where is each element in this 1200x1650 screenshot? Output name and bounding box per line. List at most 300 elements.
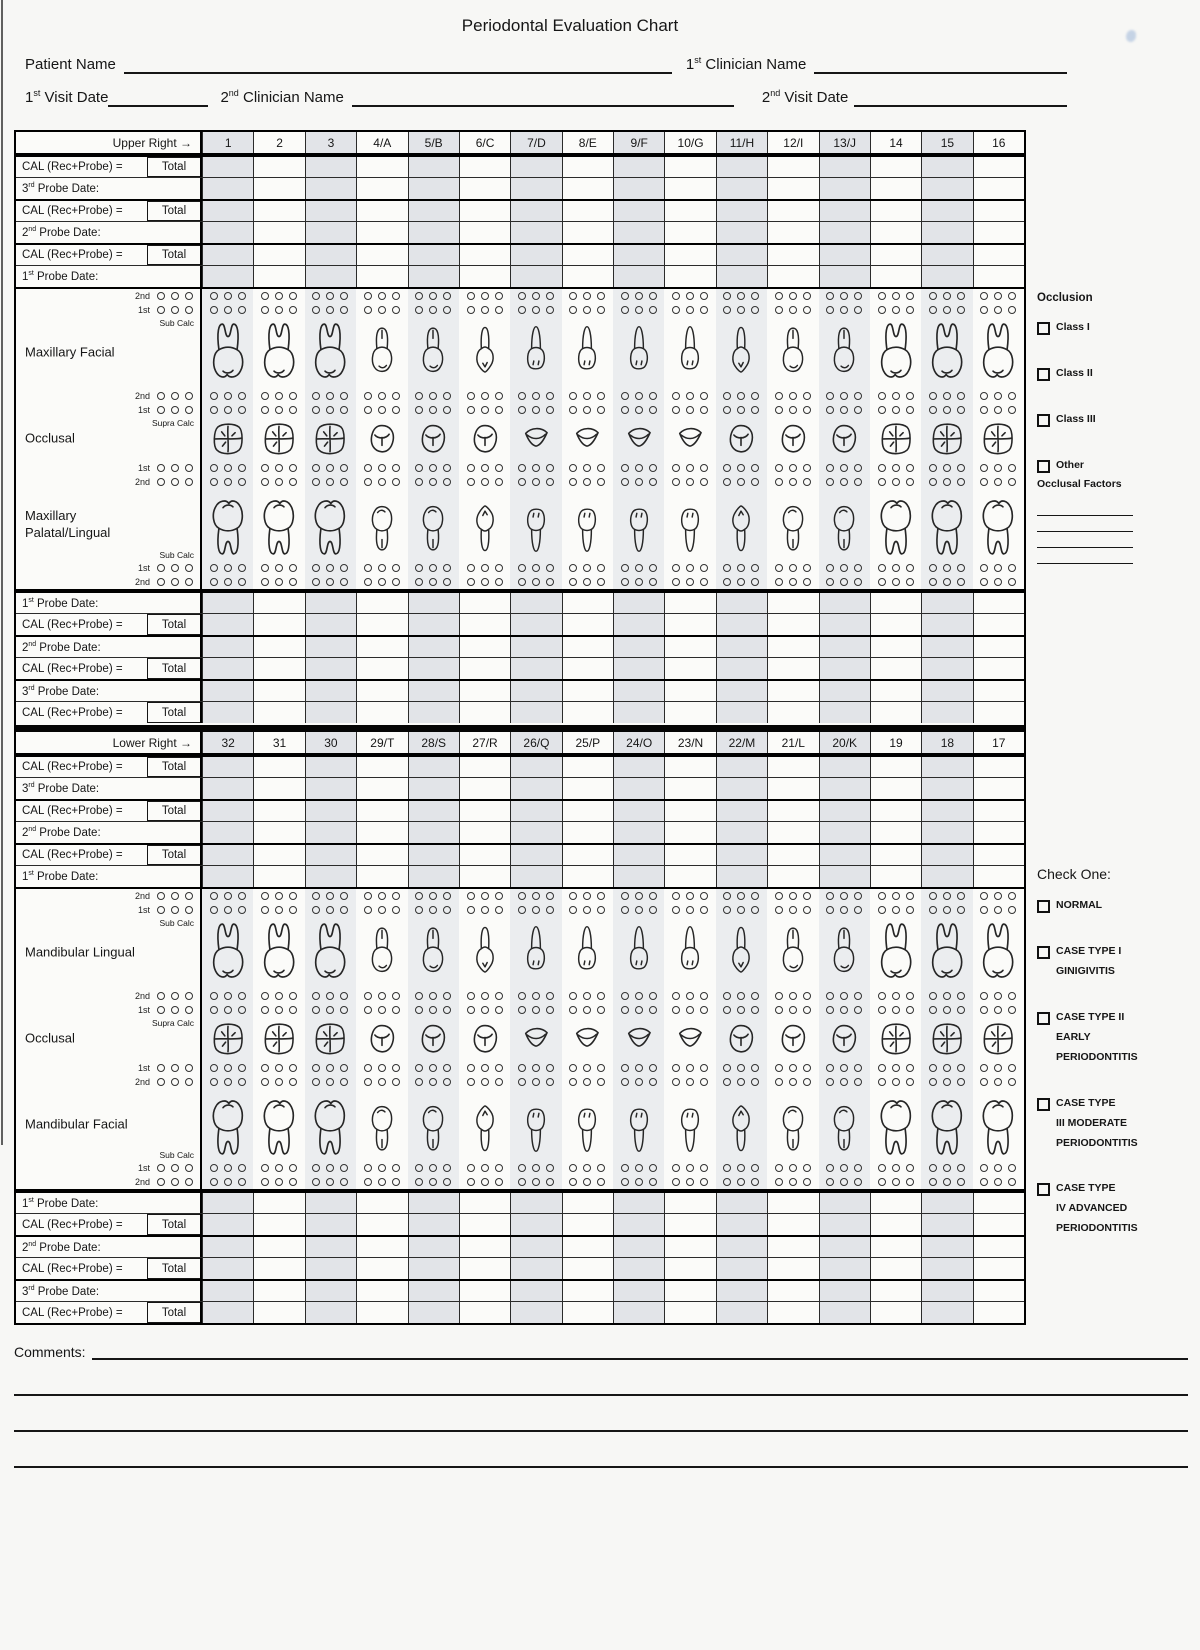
probe-circle[interactable] bbox=[621, 1178, 629, 1186]
probe-cell[interactable] bbox=[305, 637, 356, 657]
probe-circle[interactable] bbox=[312, 1078, 320, 1086]
probe-cell[interactable] bbox=[305, 1193, 356, 1213]
probe-circle[interactable] bbox=[157, 1178, 165, 1186]
probe-circle[interactable] bbox=[378, 1078, 386, 1086]
probe-cell[interactable] bbox=[767, 1302, 818, 1323]
probe-cell[interactable] bbox=[408, 778, 459, 799]
probe-circle[interactable] bbox=[157, 1078, 165, 1086]
probe-circle[interactable] bbox=[326, 478, 334, 486]
probe-cell[interactable] bbox=[305, 178, 356, 199]
probe-circle[interactable] bbox=[312, 478, 320, 486]
probe-cell[interactable] bbox=[408, 1237, 459, 1257]
probe-circle[interactable] bbox=[326, 992, 334, 1000]
probe-circle[interactable] bbox=[275, 564, 283, 572]
probe-circle[interactable] bbox=[943, 1164, 951, 1172]
probe-circle[interactable] bbox=[261, 406, 269, 414]
probe-cell[interactable] bbox=[767, 1193, 818, 1213]
probe-circle[interactable] bbox=[289, 1064, 297, 1072]
probe-cell[interactable] bbox=[356, 681, 407, 701]
probe-cell[interactable] bbox=[562, 1281, 613, 1301]
probe-circle[interactable] bbox=[840, 406, 848, 414]
probe-circle[interactable] bbox=[957, 1006, 965, 1014]
probe-cell[interactable] bbox=[973, 245, 1024, 265]
probe-cell[interactable] bbox=[716, 1193, 767, 1213]
probe-cell[interactable] bbox=[253, 593, 304, 613]
probe-circle[interactable] bbox=[340, 1164, 348, 1172]
probe-circle[interactable] bbox=[980, 292, 988, 300]
probe-cell[interactable] bbox=[973, 866, 1024, 887]
probe-cell[interactable] bbox=[921, 1214, 972, 1235]
probe-circle[interactable] bbox=[569, 406, 577, 414]
probe-circle[interactable] bbox=[980, 1006, 988, 1014]
probe-circle[interactable] bbox=[392, 292, 400, 300]
probe-circle[interactable] bbox=[892, 992, 900, 1000]
probe-circle[interactable] bbox=[789, 578, 797, 586]
probe-circle[interactable] bbox=[495, 1178, 503, 1186]
probe-cell[interactable] bbox=[459, 801, 510, 821]
probe-circle[interactable] bbox=[635, 464, 643, 472]
probe-circle[interactable] bbox=[751, 1178, 759, 1186]
probe-circle[interactable] bbox=[980, 892, 988, 900]
probe-circle[interactable] bbox=[171, 1178, 179, 1186]
probe-cell[interactable] bbox=[202, 822, 253, 843]
probe-circle[interactable] bbox=[429, 1006, 437, 1014]
probe-circle[interactable] bbox=[980, 406, 988, 414]
probe-circle[interactable] bbox=[597, 1178, 605, 1186]
probe-cell[interactable] bbox=[202, 1237, 253, 1257]
probe-circle[interactable] bbox=[878, 1164, 886, 1172]
probe-circle[interactable] bbox=[649, 564, 657, 572]
probe-circle[interactable] bbox=[737, 906, 745, 914]
total-box[interactable]: Total bbox=[147, 801, 200, 821]
checkbox-case-type-i-ginigivitis[interactable] bbox=[1037, 946, 1050, 959]
probe-circle[interactable] bbox=[275, 1178, 283, 1186]
probe-circle[interactable] bbox=[700, 906, 708, 914]
probe-circle[interactable] bbox=[340, 564, 348, 572]
probe-cell[interactable] bbox=[305, 681, 356, 701]
probe-cell[interactable] bbox=[921, 245, 972, 265]
probe-circle[interactable] bbox=[621, 1064, 629, 1072]
probe-circle[interactable] bbox=[892, 1164, 900, 1172]
probe-circle[interactable] bbox=[723, 992, 731, 1000]
probe-circle[interactable] bbox=[532, 1164, 540, 1172]
probe-cell[interactable] bbox=[921, 222, 972, 243]
probe-cell[interactable] bbox=[613, 1258, 664, 1279]
probe-circle[interactable] bbox=[957, 564, 965, 572]
probe-cell[interactable] bbox=[459, 1302, 510, 1323]
probe-circle[interactable] bbox=[326, 1164, 334, 1172]
probe-circle[interactable] bbox=[238, 1178, 246, 1186]
probe-circle[interactable] bbox=[569, 564, 577, 572]
probe-circle[interactable] bbox=[340, 1064, 348, 1072]
probe-circle[interactable] bbox=[635, 1078, 643, 1086]
probe-circle[interactable] bbox=[275, 1164, 283, 1172]
probe-cell[interactable] bbox=[459, 1237, 510, 1257]
probe-circle[interactable] bbox=[672, 992, 680, 1000]
probe-circle[interactable] bbox=[443, 292, 451, 300]
probe-circle[interactable] bbox=[686, 892, 694, 900]
probe-circle[interactable] bbox=[803, 1078, 811, 1086]
probe-circle[interactable] bbox=[275, 292, 283, 300]
probe-circle[interactable] bbox=[751, 578, 759, 586]
probe-circle[interactable] bbox=[546, 892, 554, 900]
probe-circle[interactable] bbox=[686, 392, 694, 400]
probe-circle[interactable] bbox=[700, 464, 708, 472]
probe-circle[interactable] bbox=[532, 406, 540, 414]
probe-cell[interactable] bbox=[202, 178, 253, 199]
probe-circle[interactable] bbox=[261, 464, 269, 472]
probe-circle[interactable] bbox=[289, 1078, 297, 1086]
probe-circle[interactable] bbox=[275, 306, 283, 314]
probe-circle[interactable] bbox=[392, 906, 400, 914]
probe-circle[interactable] bbox=[238, 1078, 246, 1086]
probe-circle[interactable] bbox=[686, 1006, 694, 1014]
probe-circle[interactable] bbox=[803, 392, 811, 400]
probe-cell[interactable] bbox=[664, 681, 715, 701]
probe-cell[interactable] bbox=[613, 702, 664, 723]
probe-cell[interactable] bbox=[870, 866, 921, 887]
probe-cell[interactable] bbox=[202, 201, 253, 221]
probe-circle[interactable] bbox=[826, 892, 834, 900]
probe-circle[interactable] bbox=[481, 1064, 489, 1072]
probe-circle[interactable] bbox=[569, 1006, 577, 1014]
probe-cell[interactable] bbox=[356, 845, 407, 865]
probe-circle[interactable] bbox=[803, 578, 811, 586]
probe-circle[interactable] bbox=[185, 564, 193, 572]
probe-cell[interactable] bbox=[305, 801, 356, 821]
probe-circle[interactable] bbox=[854, 292, 862, 300]
probe-circle[interactable] bbox=[467, 906, 475, 914]
probe-cell[interactable] bbox=[973, 681, 1024, 701]
probe-circle[interactable] bbox=[224, 1178, 232, 1186]
probe-circle[interactable] bbox=[518, 564, 526, 572]
probe-circle[interactable] bbox=[943, 564, 951, 572]
probe-circle[interactable] bbox=[892, 292, 900, 300]
probe-circle[interactable] bbox=[597, 406, 605, 414]
probe-circle[interactable] bbox=[723, 392, 731, 400]
probe-circle[interactable] bbox=[532, 478, 540, 486]
probe-circle[interactable] bbox=[672, 392, 680, 400]
probe-circle[interactable] bbox=[957, 892, 965, 900]
probe-circle[interactable] bbox=[569, 992, 577, 1000]
probe-circle[interactable] bbox=[957, 1178, 965, 1186]
probe-circle[interactable] bbox=[635, 1006, 643, 1014]
probe-circle[interactable] bbox=[569, 1178, 577, 1186]
probe-cell[interactable] bbox=[819, 1193, 870, 1213]
probe-circle[interactable] bbox=[171, 564, 179, 572]
probe-cell[interactable] bbox=[767, 201, 818, 221]
probe-circle[interactable] bbox=[943, 578, 951, 586]
probe-cell[interactable] bbox=[459, 157, 510, 177]
probe-circle[interactable] bbox=[635, 306, 643, 314]
probe-cell[interactable] bbox=[253, 1214, 304, 1235]
probe-cell[interactable] bbox=[356, 866, 407, 887]
probe-cell[interactable] bbox=[253, 1302, 304, 1323]
probe-cell[interactable] bbox=[819, 801, 870, 821]
probe-cell[interactable] bbox=[510, 866, 561, 887]
probe-cell[interactable] bbox=[459, 637, 510, 657]
probe-circle[interactable] bbox=[649, 1064, 657, 1072]
probe-circle[interactable] bbox=[878, 464, 886, 472]
probe-circle[interactable] bbox=[957, 406, 965, 414]
probe-circle[interactable] bbox=[854, 464, 862, 472]
probe-cell[interactable] bbox=[562, 245, 613, 265]
probe-cell[interactable] bbox=[819, 266, 870, 287]
probe-cell[interactable] bbox=[356, 637, 407, 657]
probe-circle[interactable] bbox=[826, 306, 834, 314]
probe-circle[interactable] bbox=[392, 464, 400, 472]
probe-circle[interactable] bbox=[443, 1064, 451, 1072]
probe-cell[interactable] bbox=[664, 222, 715, 243]
probe-circle[interactable] bbox=[238, 564, 246, 572]
probe-cell[interactable] bbox=[921, 201, 972, 221]
probe-circle[interactable] bbox=[803, 464, 811, 472]
probe-circle[interactable] bbox=[378, 892, 386, 900]
probe-circle[interactable] bbox=[957, 464, 965, 472]
probe-circle[interactable] bbox=[635, 1164, 643, 1172]
probe-cell[interactable] bbox=[767, 658, 818, 679]
probe-circle[interactable] bbox=[737, 306, 745, 314]
probe-cell[interactable] bbox=[921, 1258, 972, 1279]
probe-circle[interactable] bbox=[364, 306, 372, 314]
probe-cell[interactable] bbox=[562, 681, 613, 701]
probe-cell[interactable] bbox=[562, 702, 613, 723]
probe-circle[interactable] bbox=[789, 1164, 797, 1172]
probe-circle[interactable] bbox=[569, 906, 577, 914]
probe-cell[interactable] bbox=[613, 1281, 664, 1301]
probe-cell[interactable] bbox=[562, 1258, 613, 1279]
probe-circle[interactable] bbox=[892, 578, 900, 586]
probe-cell[interactable] bbox=[819, 245, 870, 265]
probe-circle[interactable] bbox=[994, 578, 1002, 586]
probe-circle[interactable] bbox=[943, 1178, 951, 1186]
probe-circle[interactable] bbox=[583, 406, 591, 414]
probe-circle[interactable] bbox=[157, 906, 165, 914]
probe-circle[interactable] bbox=[378, 992, 386, 1000]
probe-circle[interactable] bbox=[994, 292, 1002, 300]
probe-circle[interactable] bbox=[803, 1178, 811, 1186]
probe-circle[interactable] bbox=[275, 892, 283, 900]
probe-cell[interactable] bbox=[767, 1237, 818, 1257]
probe-circle[interactable] bbox=[1008, 464, 1016, 472]
checkbox-class-i[interactable] bbox=[1037, 322, 1050, 335]
probe-cell[interactable] bbox=[819, 1302, 870, 1323]
probe-circle[interactable] bbox=[929, 406, 937, 414]
probe-circle[interactable] bbox=[597, 1078, 605, 1086]
probe-cell[interactable] bbox=[253, 245, 304, 265]
probe-cell[interactable] bbox=[562, 157, 613, 177]
probe-cell[interactable] bbox=[819, 757, 870, 777]
probe-cell[interactable] bbox=[664, 178, 715, 199]
probe-circle[interactable] bbox=[621, 1164, 629, 1172]
probe-cell[interactable] bbox=[510, 178, 561, 199]
probe-circle[interactable] bbox=[672, 1164, 680, 1172]
probe-cell[interactable] bbox=[510, 1214, 561, 1235]
probe-cell[interactable] bbox=[767, 593, 818, 613]
probe-cell[interactable] bbox=[767, 1281, 818, 1301]
probe-circle[interactable] bbox=[289, 1178, 297, 1186]
probe-circle[interactable] bbox=[840, 1006, 848, 1014]
probe-circle[interactable] bbox=[649, 1078, 657, 1086]
probe-circle[interactable] bbox=[723, 578, 731, 586]
probe-cell[interactable] bbox=[562, 757, 613, 777]
probe-cell[interactable] bbox=[921, 178, 972, 199]
probe-circle[interactable] bbox=[312, 992, 320, 1000]
probe-circle[interactable] bbox=[289, 1006, 297, 1014]
probe-cell[interactable] bbox=[664, 801, 715, 821]
probe-circle[interactable] bbox=[737, 292, 745, 300]
probe-circle[interactable] bbox=[495, 578, 503, 586]
probe-cell[interactable] bbox=[716, 866, 767, 887]
probe-cell[interactable] bbox=[459, 681, 510, 701]
probe-circle[interactable] bbox=[826, 478, 834, 486]
probe-circle[interactable] bbox=[415, 478, 423, 486]
probe-circle[interactable] bbox=[518, 392, 526, 400]
probe-circle[interactable] bbox=[943, 892, 951, 900]
probe-circle[interactable] bbox=[532, 906, 540, 914]
probe-cell[interactable] bbox=[202, 637, 253, 657]
probe-circle[interactable] bbox=[672, 906, 680, 914]
probe-cell[interactable] bbox=[202, 702, 253, 723]
probe-circle[interactable] bbox=[275, 1006, 283, 1014]
probe-circle[interactable] bbox=[943, 1006, 951, 1014]
probe-circle[interactable] bbox=[980, 306, 988, 314]
probe-circle[interactable] bbox=[597, 892, 605, 900]
probe-circle[interactable] bbox=[597, 478, 605, 486]
probe-circle[interactable] bbox=[392, 992, 400, 1000]
probe-circle[interactable] bbox=[723, 292, 731, 300]
probe-circle[interactable] bbox=[185, 406, 193, 414]
probe-circle[interactable] bbox=[364, 992, 372, 1000]
probe-circle[interactable] bbox=[340, 292, 348, 300]
probe-cell[interactable] bbox=[459, 866, 510, 887]
probe-circle[interactable] bbox=[238, 464, 246, 472]
probe-circle[interactable] bbox=[224, 1164, 232, 1172]
probe-circle[interactable] bbox=[737, 892, 745, 900]
probe-circle[interactable] bbox=[467, 892, 475, 900]
probe-cell[interactable] bbox=[613, 658, 664, 679]
probe-circle[interactable] bbox=[289, 892, 297, 900]
probe-cell[interactable] bbox=[716, 593, 767, 613]
probe-circle[interactable] bbox=[495, 906, 503, 914]
probe-circle[interactable] bbox=[518, 578, 526, 586]
probe-cell[interactable] bbox=[562, 1193, 613, 1213]
probe-circle[interactable] bbox=[906, 892, 914, 900]
probe-cell[interactable] bbox=[356, 822, 407, 843]
probe-circle[interactable] bbox=[392, 1178, 400, 1186]
probe-circle[interactable] bbox=[532, 578, 540, 586]
probe-cell[interactable] bbox=[562, 178, 613, 199]
probe-circle[interactable] bbox=[723, 892, 731, 900]
probe-circle[interactable] bbox=[994, 1164, 1002, 1172]
probe-circle[interactable] bbox=[700, 392, 708, 400]
probe-circle[interactable] bbox=[481, 1178, 489, 1186]
probe-circle[interactable] bbox=[980, 478, 988, 486]
probe-circle[interactable] bbox=[518, 906, 526, 914]
probe-circle[interactable] bbox=[546, 306, 554, 314]
probe-circle[interactable] bbox=[429, 1164, 437, 1172]
probe-circle[interactable] bbox=[929, 1006, 937, 1014]
probe-circle[interactable] bbox=[957, 392, 965, 400]
probe-circle[interactable] bbox=[429, 892, 437, 900]
probe-cell[interactable] bbox=[767, 702, 818, 723]
probe-circle[interactable] bbox=[878, 992, 886, 1000]
probe-cell[interactable] bbox=[356, 1258, 407, 1279]
probe-cell[interactable] bbox=[408, 822, 459, 843]
probe-circle[interactable] bbox=[261, 564, 269, 572]
probe-circle[interactable] bbox=[892, 1078, 900, 1086]
probe-cell[interactable] bbox=[613, 1302, 664, 1323]
probe-cell[interactable] bbox=[562, 845, 613, 865]
probe-circle[interactable] bbox=[378, 1006, 386, 1014]
probe-circle[interactable] bbox=[672, 578, 680, 586]
probe-circle[interactable] bbox=[737, 1006, 745, 1014]
probe-circle[interactable] bbox=[378, 1178, 386, 1186]
probe-circle[interactable] bbox=[672, 564, 680, 572]
probe-circle[interactable] bbox=[621, 1078, 629, 1086]
probe-circle[interactable] bbox=[751, 1164, 759, 1172]
probe-circle[interactable] bbox=[994, 906, 1002, 914]
probe-circle[interactable] bbox=[583, 292, 591, 300]
probe-cell[interactable] bbox=[767, 845, 818, 865]
probe-circle[interactable] bbox=[892, 406, 900, 414]
probe-cell[interactable] bbox=[408, 702, 459, 723]
probe-cell[interactable] bbox=[870, 157, 921, 177]
probe-cell[interactable] bbox=[202, 1193, 253, 1213]
probe-circle[interactable] bbox=[789, 892, 797, 900]
probe-circle[interactable] bbox=[210, 1006, 218, 1014]
probe-circle[interactable] bbox=[826, 464, 834, 472]
occlusal-factor-line[interactable] bbox=[1037, 548, 1133, 564]
probe-circle[interactable] bbox=[378, 406, 386, 414]
probe-circle[interactable] bbox=[892, 392, 900, 400]
probe-circle[interactable] bbox=[443, 992, 451, 1000]
probe-circle[interactable] bbox=[686, 564, 694, 572]
probe-cell[interactable] bbox=[459, 266, 510, 287]
probe-circle[interactable] bbox=[185, 392, 193, 400]
probe-cell[interactable] bbox=[767, 801, 818, 821]
probe-circle[interactable] bbox=[723, 1164, 731, 1172]
visit1-line[interactable] bbox=[108, 89, 208, 107]
probe-circle[interactable] bbox=[518, 892, 526, 900]
probe-cell[interactable] bbox=[716, 778, 767, 799]
probe-circle[interactable] bbox=[312, 564, 320, 572]
probe-cell[interactable] bbox=[305, 1237, 356, 1257]
probe-cell[interactable] bbox=[870, 1281, 921, 1301]
probe-circle[interactable] bbox=[289, 306, 297, 314]
probe-cell[interactable] bbox=[408, 1214, 459, 1235]
probe-circle[interactable] bbox=[312, 1164, 320, 1172]
probe-circle[interactable] bbox=[957, 992, 965, 1000]
probe-cell[interactable] bbox=[716, 658, 767, 679]
probe-circle[interactable] bbox=[171, 892, 179, 900]
probe-circle[interactable] bbox=[649, 906, 657, 914]
probe-cell[interactable] bbox=[356, 201, 407, 221]
probe-cell[interactable] bbox=[664, 614, 715, 635]
probe-circle[interactable] bbox=[892, 906, 900, 914]
probe-cell[interactable] bbox=[870, 266, 921, 287]
probe-circle[interactable] bbox=[621, 306, 629, 314]
probe-circle[interactable] bbox=[929, 906, 937, 914]
probe-circle[interactable] bbox=[906, 1164, 914, 1172]
probe-circle[interactable] bbox=[826, 1164, 834, 1172]
probe-circle[interactable] bbox=[751, 406, 759, 414]
probe-cell[interactable] bbox=[973, 1214, 1024, 1235]
probe-circle[interactable] bbox=[737, 478, 745, 486]
probe-circle[interactable] bbox=[185, 1078, 193, 1086]
probe-circle[interactable] bbox=[649, 464, 657, 472]
probe-circle[interactable] bbox=[854, 1078, 862, 1086]
